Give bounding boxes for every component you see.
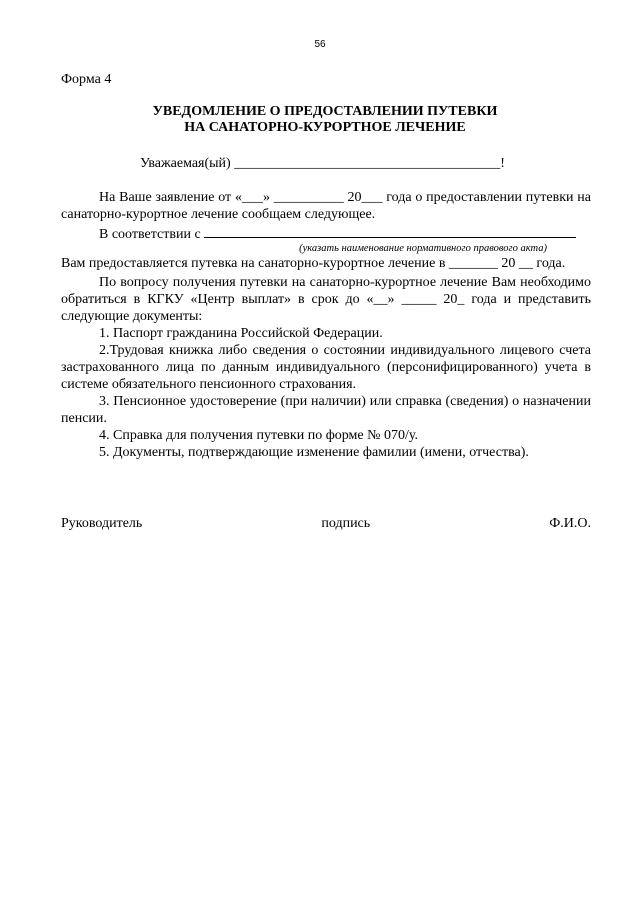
document-item-1: 1. Паспорт гражданина Российской Федерации. bbox=[99, 326, 383, 341]
paragraph-legal-basis bbox=[61, 225, 591, 255]
paragraph-application: На Ваше заявление от «___» __________ 20___ года о предоставлении путевки на санаторно-курортное лечение сообщаем следующее. bbox=[61, 190, 591, 222]
form-label: Форма 4 bbox=[61, 72, 112, 87]
page-number: 56 bbox=[314, 39, 326, 50]
salutation: Уважаемая(ый) ______________________________________! bbox=[140, 156, 505, 171]
document-body bbox=[61, 189, 591, 461]
document-item-5: 5. Документы, подтверждающие изменение фамилии (имени, отчества). bbox=[99, 445, 529, 460]
legal-act-hint: (указать наименование нормативного правового акта) bbox=[299, 243, 547, 254]
paragraph-contact: По вопросу получения путевки на санаторно-курортное лечение Вам необходимо обратиться в КГКУ «Центр выплат» в срок до «__» _____ 20_ года и представить следующие документы: bbox=[61, 275, 591, 324]
signature-sign: подпись bbox=[321, 516, 371, 531]
document-title bbox=[61, 104, 589, 136]
paragraph-voucher: Вам предоставляется путевка на санаторно-курортное лечение в _______ 20 __ года. bbox=[61, 256, 566, 271]
title-line-2: НА САНАТОРНО-КУРОРТНОЕ ЛЕЧЕНИЕ bbox=[184, 120, 466, 135]
legal-act-blank bbox=[204, 225, 576, 238]
title-line-1: УВЕДОМЛЕНИЕ О ПРЕДОСТАВЛЕНИИ ПУТЕВКИ bbox=[152, 104, 498, 119]
document-item-2: 2.Трудовая книжка либо сведения о состоянии индивидуального лицевого счета застрахованного лица по данным индивидуального (персонифицированного) учета в системе обязательного пенсионного страхования. bbox=[61, 343, 591, 392]
signature-head: Руководитель bbox=[61, 516, 143, 531]
signature-name: Ф.И.О. bbox=[549, 516, 591, 531]
document-item-4: 4. Справка для получения путевки по форме № 070/у. bbox=[99, 428, 418, 443]
document-item-3: 3. Пенсионное удостоверение (при наличии) или справка (сведения) о назначении пенсии. bbox=[61, 394, 591, 426]
signature-block bbox=[61, 516, 591, 532]
legal-basis-label: В соответствии с bbox=[99, 227, 201, 242]
